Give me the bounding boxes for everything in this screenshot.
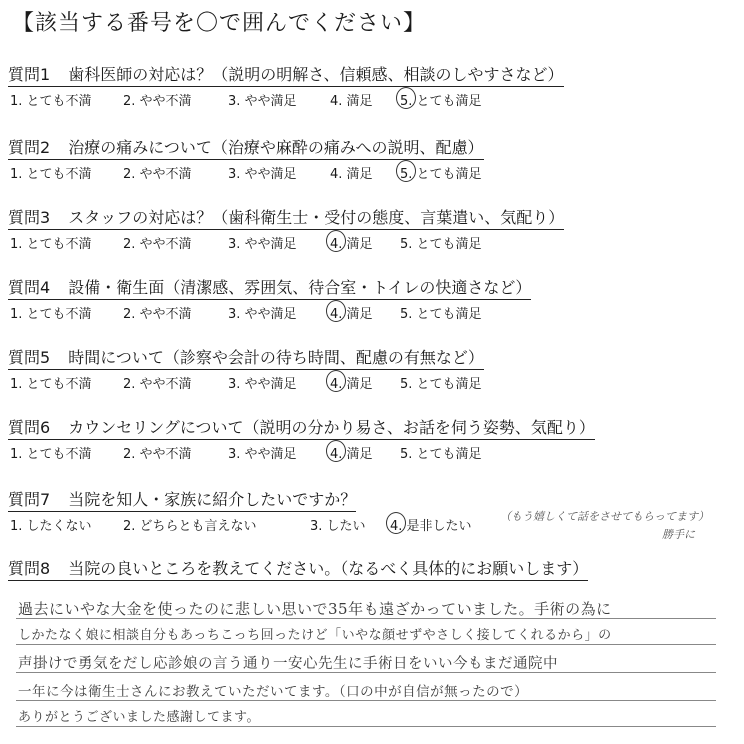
selection-circle [396, 87, 416, 109]
option-4[interactable] [330, 90, 373, 109]
selection-circle [396, 160, 416, 182]
option-label: 5. とても満足 [400, 447, 482, 462]
selection-circle [326, 370, 346, 392]
option-label: 2. やや不満 [123, 167, 192, 182]
option-3[interactable] [228, 233, 297, 252]
option-label: 2. やや不満 [123, 237, 192, 252]
option-label: 3. やや満足 [228, 94, 297, 109]
selection-circle [326, 440, 346, 462]
question-text: 歯科医師の対応は？（説明の明解さ、信頼感、相談のしやすさなど） [68, 65, 564, 84]
question-3-title [8, 205, 564, 230]
question-text: 治療の痛みについて（治療や麻酔の痛みへの説明、配慮） [68, 138, 484, 157]
question-4-options [10, 303, 730, 321]
question-4-title [8, 275, 531, 300]
option-label: 2. やや不満 [123, 94, 192, 109]
option-label: 1. とても不満 [10, 447, 92, 462]
option-1[interactable] [10, 373, 92, 392]
option-1[interactable] [10, 515, 92, 534]
question-number: 質問7 [8, 490, 51, 509]
option-3[interactable] [310, 515, 366, 534]
option-label: 3. やや満足 [228, 307, 297, 322]
question-6-options [10, 443, 730, 461]
question-text: スタッフの対応は？（歯科衛生士・受付の態度、言葉遣い、気配り） [68, 208, 565, 227]
page-title: 【該当する番号を〇で囲んでください】 [12, 11, 427, 36]
question-text: 時間について（診察や会計の待ち時間、配慮の有無など） [68, 348, 484, 367]
option-5[interactable] [400, 233, 482, 252]
option-1[interactable] [10, 163, 92, 182]
option-label: 4. 満足 [330, 307, 373, 322]
option-label: 1. したくない [10, 519, 92, 534]
option-4[interactable] [330, 373, 373, 392]
option-label: 5. とても満足 [400, 377, 482, 392]
handwritten-note: （もう嬉しくて話をさせてもらってます） [500, 510, 709, 523]
option-1[interactable] [10, 443, 92, 462]
option-4[interactable] [330, 163, 373, 182]
question-2-options [10, 163, 730, 181]
option-4[interactable] [390, 515, 472, 534]
question-5-options [10, 373, 730, 391]
option-2[interactable] [123, 373, 192, 392]
option-2[interactable] [123, 233, 192, 252]
question-1-options [10, 90, 730, 108]
write-line [16, 726, 716, 727]
question-number: 質問1 [8, 65, 51, 84]
option-label: 4. 是非したい [390, 519, 472, 534]
comment-line: ありがとうございました感謝してます。 [18, 710, 260, 725]
question-3-options [10, 233, 730, 251]
option-label: 5. とても満足 [400, 167, 482, 182]
option-1[interactable] [10, 303, 92, 322]
option-label: 4. 満足 [330, 94, 373, 109]
question-text: 設備・衛生面（清潔感、雰囲気、待合室・トイレの快適さなど） [68, 278, 532, 297]
selection-circle [326, 230, 346, 252]
option-2[interactable] [123, 443, 192, 462]
question-number: 質問4 [8, 278, 51, 297]
option-label: 1. とても不満 [10, 94, 92, 109]
question-number: 質問3 [8, 208, 51, 227]
option-label: 5. とても満足 [400, 94, 482, 109]
option-5[interactable] [400, 443, 482, 462]
option-label: 2. やや不満 [123, 447, 192, 462]
option-3[interactable] [228, 163, 297, 182]
option-2[interactable] [123, 90, 192, 109]
option-4[interactable] [330, 303, 373, 322]
question-8-title [8, 556, 588, 581]
option-label: 4. 満足 [330, 377, 373, 392]
option-3[interactable] [228, 443, 297, 462]
option-2[interactable] [123, 515, 257, 534]
question-number: 質問5 [8, 348, 51, 367]
option-label: 5. とても満足 [400, 307, 482, 322]
selection-circle [386, 512, 406, 534]
question-text: 当院を知人・家族に紹介したいですか？ [68, 490, 357, 509]
question-6-title [8, 415, 595, 440]
comment-line: 声掛けで勇気をだし応診娘の言う通り一安心先生に手術日をいい今もまだ通院中 [18, 656, 558, 672]
question-number: 質問8 [8, 559, 51, 578]
option-5[interactable] [400, 373, 482, 392]
option-3[interactable] [228, 90, 297, 109]
option-label: 4. 満足 [330, 167, 373, 182]
option-label: 3. したい [310, 519, 366, 534]
comment-line: 過去にいやな大金を使ったのに悲しい思いで35年も遠ざかっていました。手術の為に [18, 600, 612, 618]
question-1-title [8, 62, 564, 87]
question-number: 質問2 [8, 138, 51, 157]
handwritten-note-extra: 勝手に [662, 528, 695, 541]
option-label: 5. とても満足 [400, 237, 482, 252]
option-label: 3. やや満足 [228, 167, 297, 182]
question-7-title [8, 487, 356, 512]
comment-line: 一年に今は衛生士さんにお教えていただいてます。（口の中が自信が無ったので） [18, 684, 529, 700]
option-label: 3. やや満足 [228, 237, 297, 252]
option-label: 2. やや不満 [123, 307, 192, 322]
comment-line: しかたなく娘に相談自分もあっちこっち回ったけど「いやな顔せずやさしく接してくれるから」の [18, 628, 612, 643]
option-3[interactable] [228, 373, 297, 392]
option-5[interactable] [400, 163, 482, 182]
write-line [16, 700, 716, 701]
question-text: カウンセリングについて（説明の分かり易さ、お話を伺う姿勢、気配り） [68, 418, 595, 437]
selection-circle [326, 300, 346, 322]
option-label: 4. 満足 [330, 237, 373, 252]
option-5[interactable] [400, 303, 482, 322]
option-label: 2. やや不満 [123, 377, 192, 392]
option-label: 3. やや満足 [228, 447, 297, 462]
option-label: 1. とても不満 [10, 307, 92, 322]
option-5[interactable] [400, 90, 482, 109]
write-line [16, 644, 716, 645]
option-label: 2. どちらとも言えない [123, 519, 257, 534]
option-2[interactable] [123, 303, 192, 322]
option-label: 1. とても不満 [10, 377, 92, 392]
question-5-title [8, 345, 484, 370]
option-1[interactable] [10, 233, 92, 252]
option-2[interactable] [123, 163, 192, 182]
option-4[interactable] [330, 233, 373, 252]
option-1[interactable] [10, 90, 92, 109]
option-3[interactable] [228, 303, 297, 322]
option-label: 3. やや満足 [228, 377, 297, 392]
option-label: 1. とても不満 [10, 237, 92, 252]
option-4[interactable] [330, 443, 373, 462]
question-text: 当院の良いところを教えてください。（なるべく具体的にお願いします） [68, 559, 589, 578]
question-number: 質問6 [8, 418, 51, 437]
question-2-title [8, 135, 484, 160]
option-label: 1. とても不満 [10, 167, 92, 182]
option-label: 4. 満足 [330, 447, 373, 462]
